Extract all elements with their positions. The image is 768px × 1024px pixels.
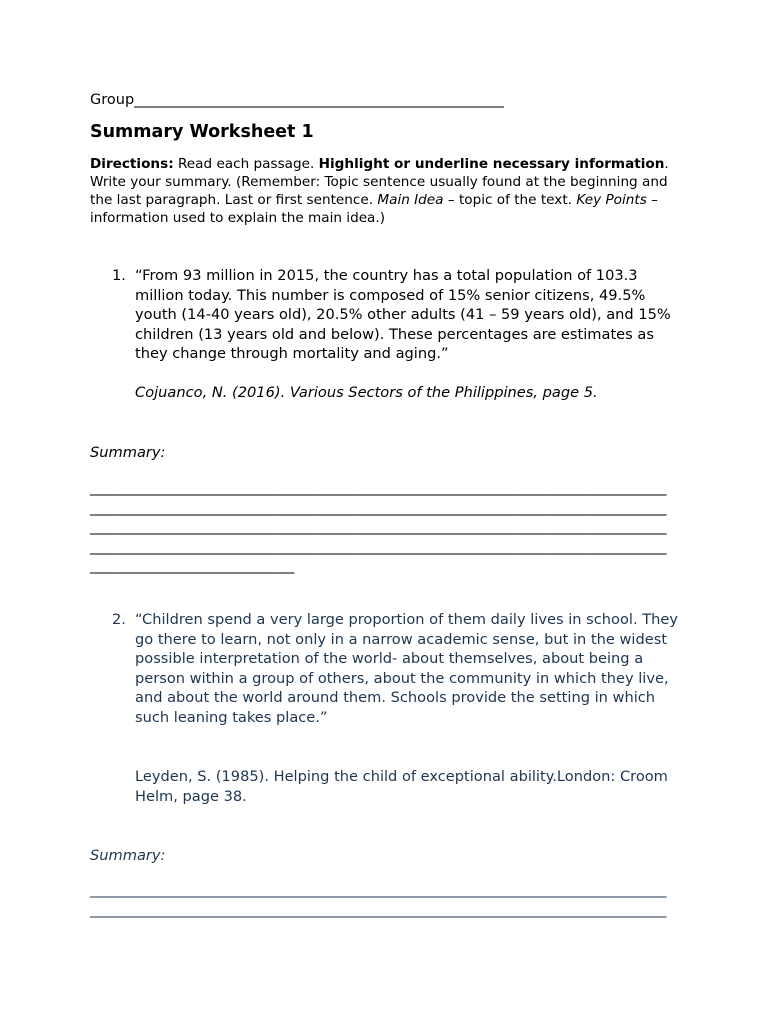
answer-lines-2[interactable] (90, 880, 666, 919)
directions-bold-text: Highlight or underline necessary information (318, 156, 665, 172)
item-number: 2. (112, 611, 126, 628)
directions-text-3: – topic of the text. (443, 192, 577, 208)
passage-text: “From 93 million in 2015, the country has a total population of 103.3 million today. This number is composed of 15% senior citizens, 49.5% youth (14-40 years old), 20.5% other adults (41 – 59 years old), and 15% children (13 years old and below). These percentages are estimates as they change through mortality and aging.” (135, 267, 671, 363)
item-number: 1. (112, 267, 126, 284)
answer-line[interactable]: _______________________________________________________________________________ (90, 537, 667, 555)
citation-text: Cojuanco, N. (2016). Various Sectors of the Philippines, page 5. (135, 384, 598, 401)
citation-text: Leyden, S. (1985). Helping the child of exceptional ability.London: Croom Helm, page 38. (135, 768, 668, 805)
page-title: Summary Worksheet 1 (90, 122, 314, 142)
answer-line[interactable]: _______________________________________________________________________________ (90, 498, 667, 516)
directions-paragraph (90, 155, 682, 227)
key-points-label: Key Points (576, 192, 647, 208)
answer-line[interactable]: _______________________________________________________________________________ (90, 881, 667, 898)
directions-label: Directions: (90, 156, 174, 172)
directions-text-1: Read each passage. (173, 156, 319, 172)
answer-line[interactable]: _______________________________________________________________________________ (90, 518, 667, 536)
directions-text-2: . Write your summary. (Remember: Topic sentence usually found at the beginning and the last paragraph. Last or first sentence. (90, 156, 669, 208)
passage-text: “Children spend a very large proportion of them daily lives in school. They go there to learn, not only in a narrow academic sense, but in the widest possible interpretation of the world- about themselves, about being a person within a group of others, about the community in which they live, and about the world around them. Schools provide the setting in which such leaning takes place.” (135, 611, 679, 726)
answer-line[interactable]: ____________________________ (90, 557, 295, 575)
main-idea-label: Main Idea (377, 192, 444, 208)
group-field-label: Group___________________________________________________ (90, 92, 504, 108)
answer-line[interactable]: _______________________________________________________________________________ (90, 900, 667, 918)
answer-line[interactable]: _______________________________________________________________________________ (90, 479, 667, 496)
directions-text-4: – information used to explain the main idea.) (90, 192, 658, 226)
answer-lines-1[interactable] (90, 478, 666, 576)
summary-label-1: Summary: (90, 444, 166, 461)
summary-label-2: Summary: (90, 847, 166, 864)
